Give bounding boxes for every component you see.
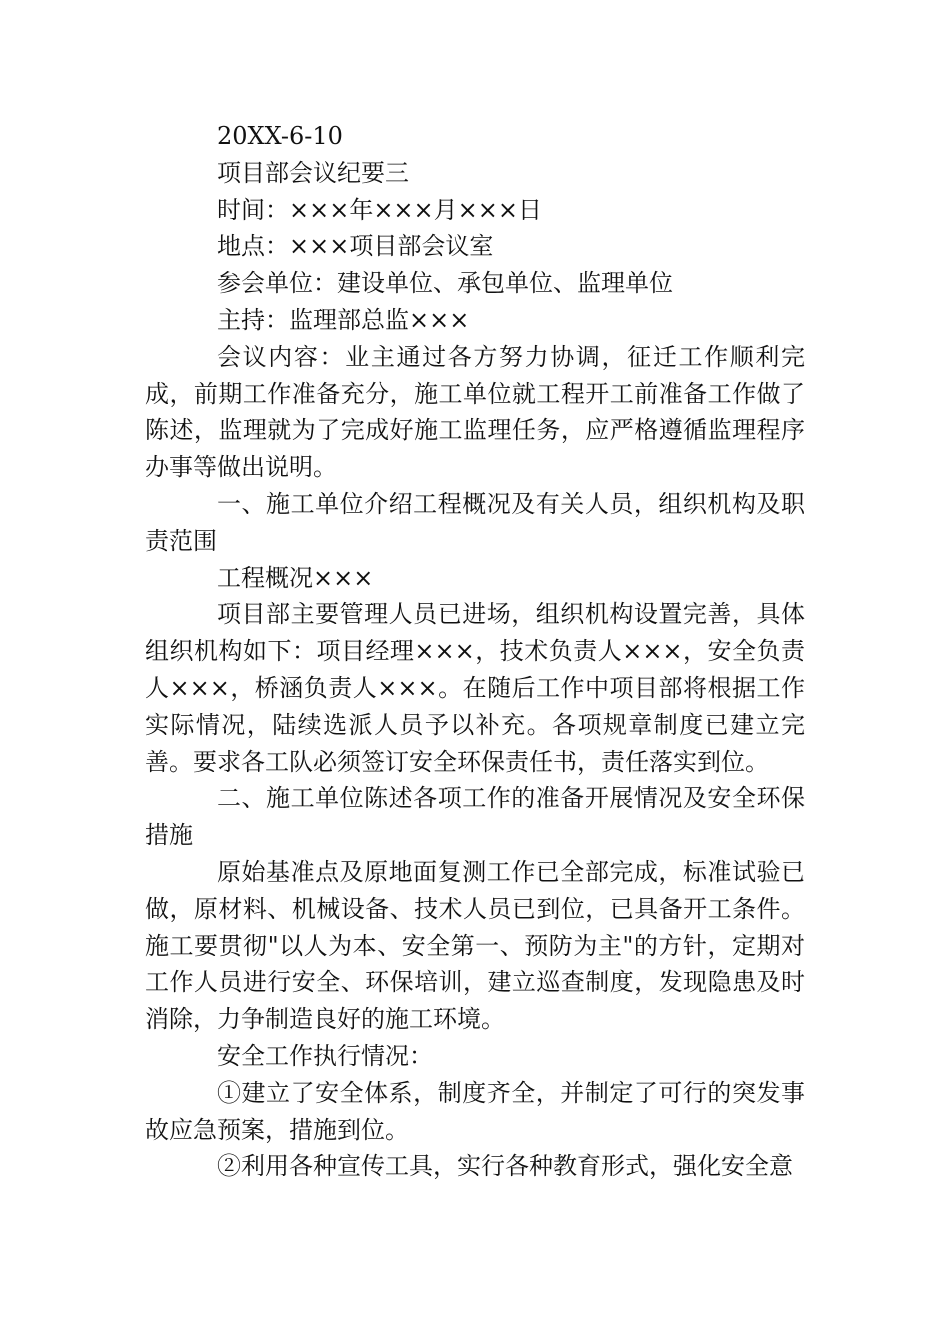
preparation-paragraph: 原始基准点及原地面复测工作已全部完成，标准试验已做，原材料、机械设备、技术人员已到位，已具备开工条件。施工要贯彻"以人为本、安全第一、预防为主"的方针，定期对工作人员进行安全、环保培训，建立巡查制度，发现隐患及时消除，力争制造良好的施工环境。 <box>145 857 805 1034</box>
document-date: 20XX-6-10 <box>217 122 343 150</box>
meeting-content-paragraph: 会议内容：业主通过各方努力协调，征迁工作顺利完成，前期工作准备充分，施工单位就工程开工前准备工作做了陈述，监理就为了完成好施工监理任务，应严格遵循监理程序办事等做出说明。 <box>145 342 805 482</box>
safety-item-one: ①建立了安全体系，制度齐全，并制定了可行的突发事故应急预案，措施到位。 <box>145 1078 805 1144</box>
project-overview: 工程概况××× <box>217 563 374 592</box>
safety-item-two: ②利用各种宣传工具，实行各种教育形式，强化安全意 <box>217 1152 793 1181</box>
section-heading-two: 二、施工单位陈述各项工作的准备开展情况及安全环保措施 <box>145 784 805 850</box>
section-heading-one: 一、施工单位介绍工程概况及有关人员，组织机构及职责范围 <box>145 489 805 555</box>
meeting-attendees: 参会单位：建设单位、承包单位、监理单位 <box>217 269 673 298</box>
meeting-host: 主持：监理部总监××× <box>217 305 470 334</box>
meeting-time: 时间：×××年×××月×××日 <box>217 195 542 224</box>
document-body <box>145 118 805 1185</box>
organization-paragraph: 项目部主要管理人员已进场，组织机构设置完善，具体组织机构如下：项目经理×××，技术负责人×××，安全负责人×××，桥涵负责人×××。在随后工作中项目部将根据工作实际情况，陆续选派人员予以补充。各项规章制度已建立完善。要求各工队必须签订安全环保责任书，责任落实到位。 <box>145 600 805 776</box>
safety-status-heading: 安全工作执行情况： <box>217 1041 433 1070</box>
document-title: 项目部会议纪要三 <box>217 158 409 187</box>
meeting-location: 地点：×××项目部会议室 <box>217 232 494 261</box>
